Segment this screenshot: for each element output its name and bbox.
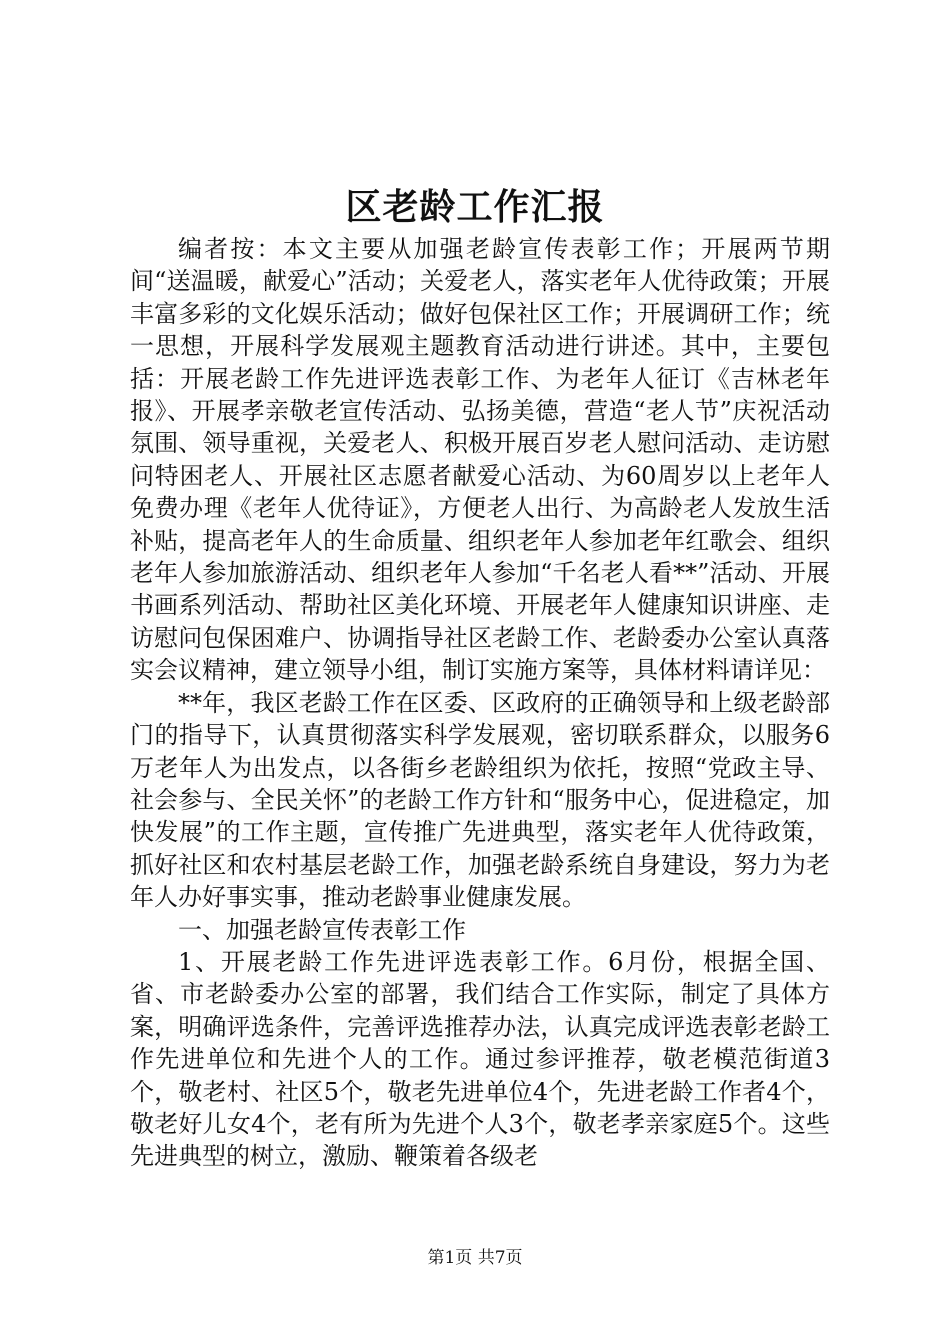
editor-note-paragraph: 编者按：本文主要从加强老龄宣传表彰工作；开展两节期间“送温暖，献爱心”活动；关爱老人，落实老年人优待政策；开展丰富多彩的文化娱乐活动；做好包保社区工作；开展调研工作；统一思想，开展科学发展观主题教育活动进行讲述。其中，主要包括：开展老龄工作先进评选表彰工作、为老年人征订《吉林老年报》、开展孝亲敬老宣传活动、弘扬美德，营造“老人节”庆祝活动氛围、领导重视，关爱老人、积极开展百岁老人慰问活动、走访慰问特困老人、开展社区志愿者献爱心活动、为60周岁以上老年人免费办理《老年人优待证》，方便老人出行、为高龄老人发放生活补贴，提高老年人的生命质量、组织老年人参加老年红歌会、组织老年人参加旅游活动、组织老年人参加“千名老人看**”活动、开展书画系列活动、帮助社区美化环境、开展老年人健康知识讲座、走访慰问包保困难户、协调指导社区老龄工作、老龄委办公室认真落实会议精神，建立领导小组，制订实施方案等，具体材料请详见：: [130, 235, 830, 685]
document-title: 区老龄工作汇报: [345, 186, 605, 228]
section-heading: 一、加强老龄宣传表彰工作: [178, 915, 466, 944]
document-body: [130, 233, 830, 1173]
section-item-paragraph: 1、开展老龄工作先进评选表彰工作。6月份，根据全国、省、市老龄委办公室的部署，我们结合工作实际，制定了具体方案，明确评选条件，完善评选推荐办法，认真完成评选表彰老龄工作先进单位和先进个人的工作。通过参评推荐，敬老模范街道3个，敬老村、社区5个，敬老先进单位4个，先进老龄工作者4个，敬老好儿女4个，老有所为先进个人3个，敬老孝亲家庭5个。这些先进典型的树立，激励、鞭策着各级老: [130, 947, 830, 1171]
intro-paragraph: **年，我区老龄工作在区委、区政府的正确领导和上级老龄部门的指导下，认真贯彻落实科学发展观，密切联系群众，以服务6万老年人为出发点，以各街乡老龄组织为依托，按照“党政主导、社会参与、全民关怀”的老龄工作方针和“服务中心，促进稳定，加快发展”的工作主题，宣传推广先进典型，落实老年人优待政策，抓好社区和农村基层老龄工作，加强老龄系统自身建设，努力为老年人办好事实事，推动老龄事业健康发展。: [130, 688, 830, 912]
page-footer: 第1页 共7页: [427, 1248, 523, 1268]
